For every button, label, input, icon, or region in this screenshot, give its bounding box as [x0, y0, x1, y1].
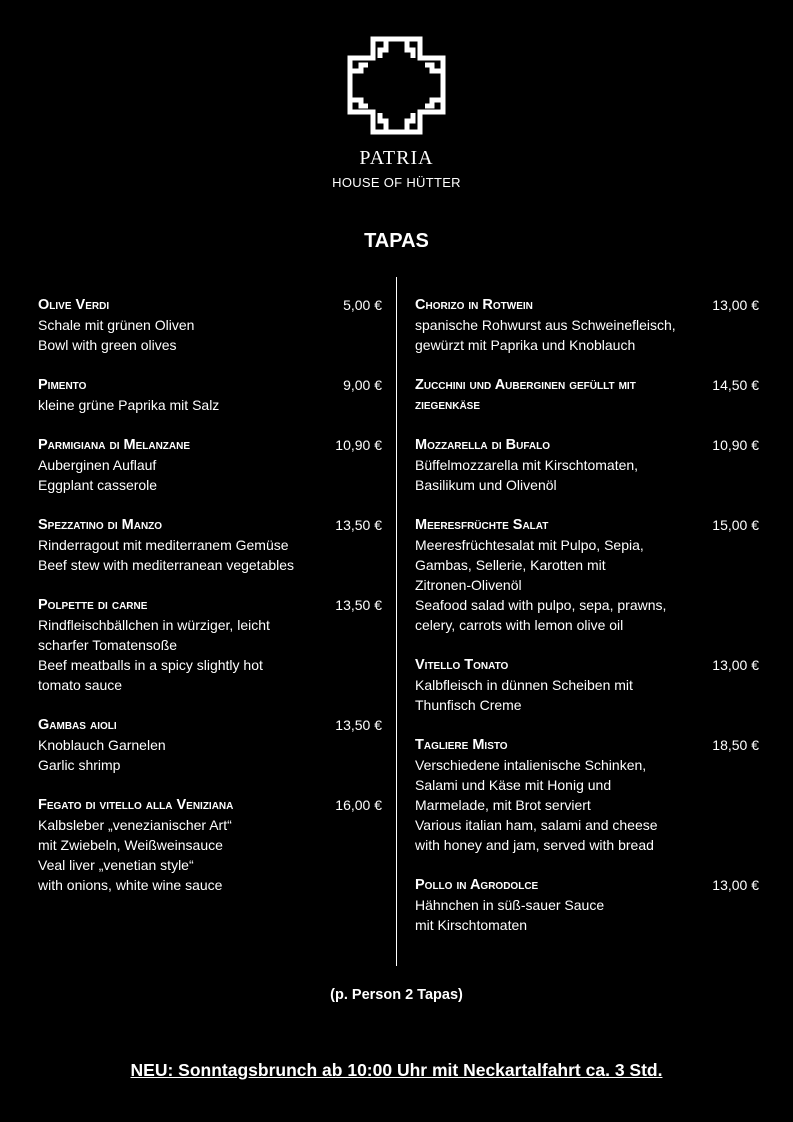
menu-item-name: Fegato di vitello alla Veniziana — [38, 797, 234, 813]
menu-item-description: Zitronen-Olivenöl — [415, 577, 522, 593]
menu-item — [38, 515, 382, 575]
column-divider — [396, 277, 397, 966]
menu-item-description: spanische Rohwurst aus Schweinefleisch, — [415, 317, 676, 333]
menu-item-description: kleine grüne Paprika mit Salz — [38, 397, 220, 413]
menu-item-name: Mozzarella di Bufalo — [415, 437, 551, 453]
greek-cross-meander-logo-icon — [346, 36, 447, 135]
menu-item-price: 16,00 € — [335, 797, 382, 813]
menu-item-name: Spezzatino di Manzo — [38, 517, 163, 533]
menu-item — [38, 435, 382, 495]
menu-item-description: Veal liver „venetian style“ — [38, 857, 194, 873]
menu-item-price: 13,00 € — [712, 877, 759, 893]
menu-item — [415, 515, 759, 635]
menu-item-description: Garlic shrimp — [38, 757, 121, 773]
menu-item-description: Salami und Käse mit Honig und — [415, 777, 612, 793]
menu-item-description: Thunfisch Creme — [415, 697, 522, 713]
menu-item-description: scharfer Tomatensoße — [38, 637, 178, 653]
menu-item-description: tomato sauce — [38, 677, 123, 693]
page-title: TAPAS — [364, 230, 429, 252]
menu-item — [415, 735, 759, 855]
menu-item-name: Meeresfrüchte Salat — [415, 517, 549, 533]
menu-item-description: Basilikum und Olivenöl — [415, 477, 557, 493]
menu-item-price: 15,00 € — [712, 517, 759, 533]
menu-item-description: mit Zwiebeln, Weißweinsauce — [38, 837, 223, 853]
menu-item-name: Olive Verdi — [38, 297, 110, 313]
menu-item-description: Kalbsleber „venezianischer Art“ — [38, 817, 232, 833]
menu-item-description: Hähnchen in süß-sauer Sauce — [415, 897, 605, 913]
menu-item — [415, 435, 759, 495]
menu-item-name: Polpette di carne — [38, 597, 148, 613]
menu-item-name: Tagliere Misto — [415, 737, 508, 753]
menu-item-name: Zucchini und Auberginen gefüllt mit ziegenkäse — [415, 377, 636, 413]
menu-item-price: 13,50 € — [335, 717, 382, 733]
menu-item-description: Kalbfleisch in dünnen Scheiben mit — [415, 677, 633, 693]
menu-item-name: Pimento — [38, 377, 87, 393]
menu-item-price: 18,50 € — [712, 737, 759, 753]
menu-item-description: Verschiedene intalienische Schinken, — [415, 757, 647, 773]
menu-item-price: 13,00 € — [712, 657, 759, 673]
menu-item-description: Meeresfrüchtesalat mit Pulpo, Sepia, — [415, 537, 644, 553]
menu-item-description: Seafood salad with pulpo, sepa, prawns, — [415, 597, 667, 613]
menu-item-description: Rindfleischbällchen in würziger, leicht — [38, 617, 270, 633]
menu-item — [38, 295, 382, 355]
menu-item-price: 10,90 € — [712, 437, 759, 453]
menu-item-price: 5,00 € — [343, 297, 382, 313]
menu-column-right — [415, 295, 759, 955]
menu-item-description: Auberginen Auflauf — [38, 457, 157, 473]
menu-item — [415, 875, 759, 935]
menu-item-description: Knoblauch Garnelen — [38, 737, 166, 753]
menu-item — [415, 295, 759, 355]
menu-item-description: Bowl with green olives — [38, 337, 177, 353]
menu-item-description: Rinderragout mit mediterranem Gemüse — [38, 537, 289, 553]
menu-item-description: gewürzt mit Paprika und Knoblauch — [415, 337, 636, 353]
serving-note: (p. Person 2 Tapas) — [330, 987, 463, 1003]
menu-item-price: 9,00 € — [343, 377, 382, 393]
menu-item-name: Vitello Tonato — [415, 657, 509, 673]
menu-item-name: Parmigiana di Melanzane — [38, 437, 191, 453]
menu-item — [38, 715, 382, 775]
menu-item — [415, 655, 759, 715]
menu-item-price: 13,00 € — [712, 297, 759, 313]
menu-item-description: Marmelade, mit Brot serviert — [415, 797, 591, 813]
menu-item-description: celery, carrots with lemon olive oil — [415, 617, 624, 633]
menu-item-price: 10,90 € — [335, 437, 382, 453]
menu-item — [38, 375, 382, 415]
promo-banner: NEU: Sonntagsbrunch ab 10:00 Uhr mit Neckartalfahrt ca. 3 Std. — [130, 1060, 663, 1080]
menu-item-price: 14,50 € — [712, 377, 759, 393]
menu-item-description: with honey and jam, served with bread — [415, 837, 654, 853]
menu-item — [38, 595, 382, 695]
menu-item-description: Gambas, Sellerie, Karotten mit — [415, 557, 606, 573]
menu-item — [415, 375, 759, 415]
menu-item — [38, 795, 382, 895]
menu-item-name: Pollo in Agrodolce — [415, 877, 539, 893]
menu-item-description: Eggplant casserole — [38, 477, 158, 493]
menu-item-description: with onions, white wine sauce — [38, 877, 223, 893]
brand-subtitle: HOUSE OF HÜTTER — [332, 175, 461, 190]
menu-item-price: 13,50 € — [335, 597, 382, 613]
menu-item-description: mit Kirschtomaten — [415, 917, 528, 933]
menu-item-description: Beef stew with mediterranean vegetables — [38, 557, 295, 573]
menu-item-price: 13,50 € — [335, 517, 382, 533]
brand-name: PATRIA — [359, 147, 434, 169]
menu-item-description: Schale mit grünen Oliven — [38, 317, 195, 333]
menu-item-description: Various italian ham, salami and cheese — [415, 817, 658, 833]
menu-column-left — [38, 295, 382, 915]
menu-item-name: Gambas aioli — [38, 717, 117, 733]
menu-item-description: Büffelmozzarella mit Kirschtomaten, — [415, 457, 639, 473]
menu-item-name: Chorizo in Rotwein — [415, 297, 533, 313]
menu-item-description: Beef meatballs in a spicy slightly hot — [38, 657, 263, 673]
